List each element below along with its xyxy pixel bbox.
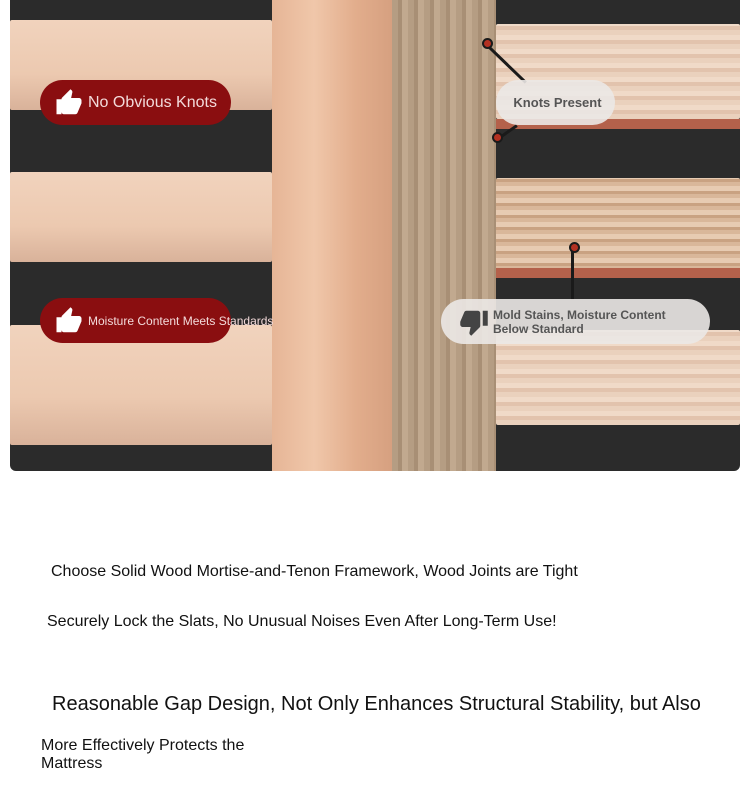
thumbs-up-icon [54,306,84,336]
marker-dot [482,38,493,49]
marker-dot [492,132,503,143]
badge-label: No Obvious Knots [88,93,217,111]
badge-label: Moisture Content Meets Standards [88,313,274,328]
thumbs-up-icon [54,88,84,118]
marker-dot [569,242,580,253]
beech-slat [10,172,272,262]
frame-post [272,0,392,471]
product-photo [10,0,740,471]
thumbs-down-icon [459,307,489,337]
oak-slat [496,330,740,425]
beech-slat [10,325,272,445]
moldy-slat [496,178,740,270]
description-line: Choose Solid Wood Mortise-and-Tenon Framework, Wood Joints are Tight [51,563,578,580]
description-line: Reasonable Gap Design, Not Only Enhances Structural Stability, but Also [52,693,701,715]
good-badge [40,298,274,343]
good-badge [40,80,231,125]
bad-badge [441,299,710,344]
description-line: More Effectively Protects the [41,737,245,754]
badge-label: Knots Present [513,95,602,110]
slat-edge [496,268,740,278]
badge-label: Mold Stains, Moisture Content Below Standard [493,307,666,336]
oak-post [392,0,496,471]
leader-line [571,248,574,300]
description-line: Securely Lock the Slats, No Unusual Noises Even After Long-Term Use! [47,613,557,630]
description-line: Mattress [41,755,103,772]
bad-badge [496,80,615,125]
